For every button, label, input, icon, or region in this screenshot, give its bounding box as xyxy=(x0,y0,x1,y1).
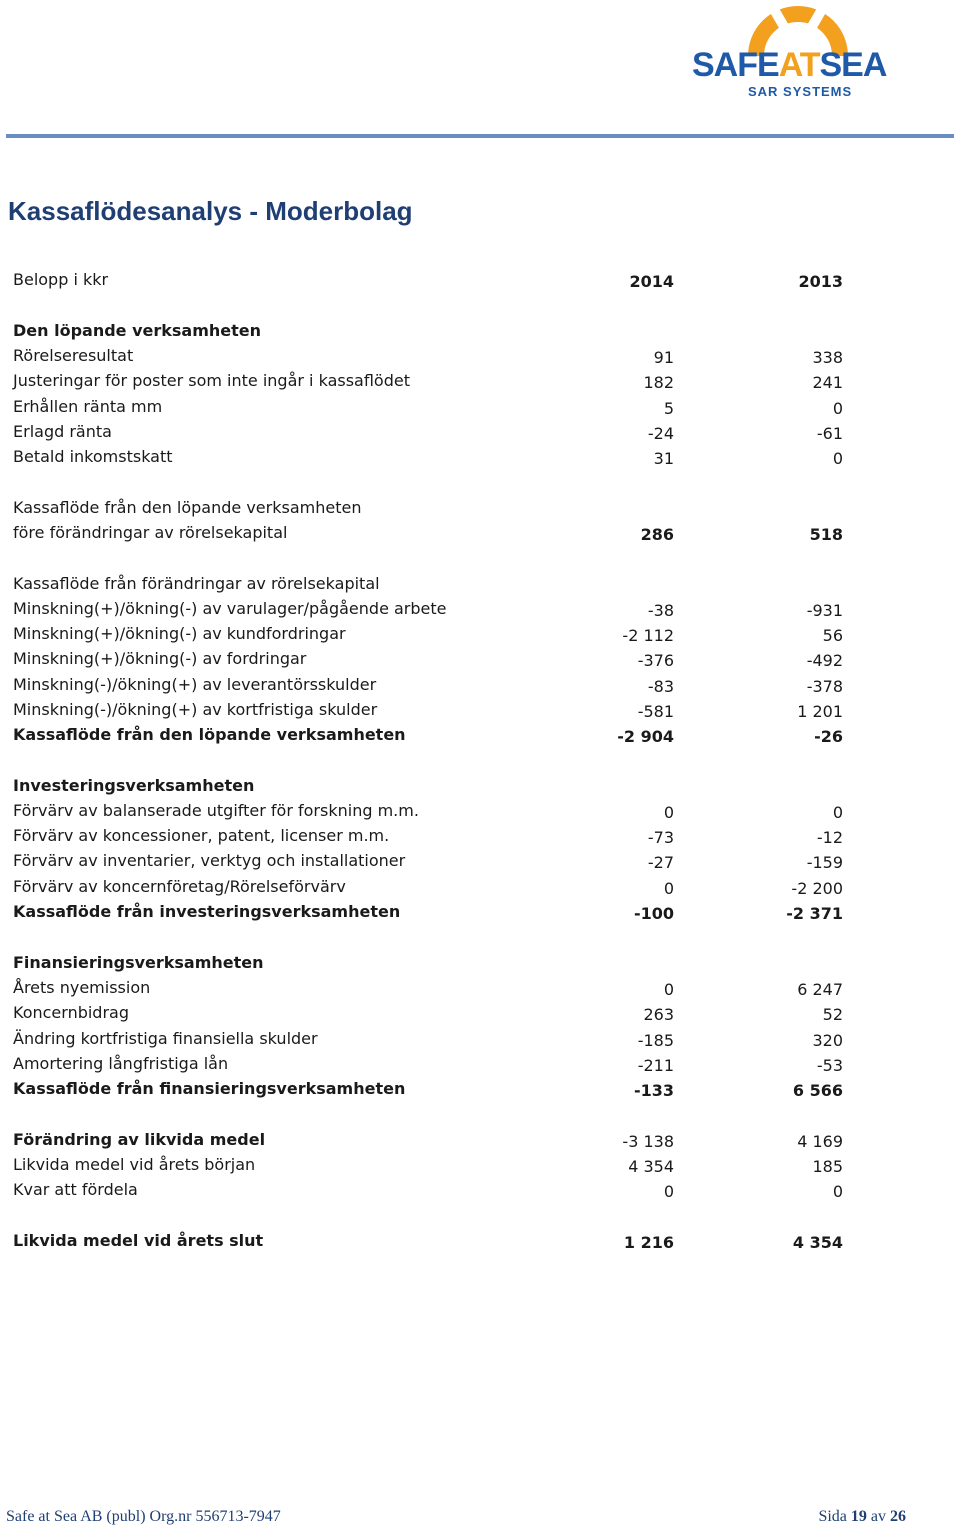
value-2013: -378 xyxy=(806,677,843,696)
value-2013: 56 xyxy=(822,626,843,645)
value-2013: 0 xyxy=(832,803,843,822)
row-label: Rörelseresultat xyxy=(13,346,134,365)
logo-word-sea: SEA xyxy=(819,46,887,84)
value-2014: -211 xyxy=(637,1056,674,1075)
row-label: Kvar att fördela xyxy=(13,1180,138,1199)
value-2013: -53 xyxy=(816,1056,843,1075)
table-row xyxy=(13,647,843,671)
value-2013: 2013 xyxy=(798,272,843,291)
table-row xyxy=(13,799,843,823)
value-2014: 0 xyxy=(663,980,674,999)
value-2014: 0 xyxy=(663,803,674,822)
value-2013: 185 xyxy=(812,1157,843,1176)
row-label: Betald inkomstskatt xyxy=(13,447,173,466)
value-2014: 5 xyxy=(663,399,674,418)
value-2014: -83 xyxy=(647,677,674,696)
value-2013: 0 xyxy=(832,449,843,468)
value-2014: 2014 xyxy=(629,272,674,291)
row-label: Kassaflöde från finansieringsverksamheten xyxy=(13,1079,406,1098)
table-row xyxy=(13,673,843,697)
value-2014: 91 xyxy=(653,348,674,367)
value-2013: -492 xyxy=(806,651,843,670)
value-2014: -27 xyxy=(647,853,674,872)
value-2013: 241 xyxy=(812,373,843,392)
value-2013: 0 xyxy=(832,1182,843,1201)
value-2014: 1 216 xyxy=(623,1233,674,1252)
table-row xyxy=(13,900,843,924)
row-label: Minskning(+)/ökning(-) av kundfordringar xyxy=(13,624,346,643)
table-row xyxy=(13,849,843,873)
footer-company: Safe at Sea AB (publ) Org.nr 556713-7947 xyxy=(6,1508,281,1525)
value-2014: -73 xyxy=(647,828,674,847)
table-row xyxy=(13,319,843,343)
logo-word-safe: SAFE xyxy=(692,46,779,84)
row-label: Erlagd ränta xyxy=(13,422,112,441)
value-2014: -185 xyxy=(637,1031,674,1050)
value-2014: -581 xyxy=(637,702,674,721)
table-row xyxy=(13,723,843,747)
row-label: Minskning(-)/ökning(+) av leverantörsskulder xyxy=(13,675,377,694)
row-label: Förändring av likvida medel xyxy=(13,1130,266,1149)
value-2013: -26 xyxy=(814,727,843,746)
page-title: Kassaflödesanalys - Moderbolag xyxy=(8,196,413,226)
row-label: Kassaflöde från investeringsverksamheten xyxy=(13,902,401,921)
row-label: Förvärv av inventarier, verktyg och installationer xyxy=(13,851,406,870)
value-2014: -100 xyxy=(633,904,674,923)
header-divider xyxy=(6,134,954,138)
row-label: Amortering långfristiga lån xyxy=(13,1054,229,1073)
value-2014: -376 xyxy=(637,651,674,670)
value-2013: 4 354 xyxy=(792,1233,843,1252)
value-2014: 263 xyxy=(643,1005,674,1024)
table-row xyxy=(13,496,843,520)
table-row xyxy=(13,951,843,975)
row-label: Kassaflöde från den löpande verksamheten xyxy=(13,725,406,744)
page-current: 19 xyxy=(850,1508,867,1525)
table-row xyxy=(13,976,843,1000)
value-2013: 1 201 xyxy=(797,702,843,721)
table-row xyxy=(13,1052,843,1076)
row-label: Belopp i kkr xyxy=(13,270,109,289)
table-row xyxy=(13,875,843,899)
value-2013: -159 xyxy=(806,853,843,872)
table-row xyxy=(13,698,843,722)
table-row xyxy=(13,774,843,798)
table-row xyxy=(13,1153,843,1177)
table-row xyxy=(13,445,843,469)
table-row xyxy=(13,420,843,444)
row-label: Erhållen ränta mm xyxy=(13,397,163,416)
row-label: Justeringar för poster som inte ingår i kassaflödet xyxy=(13,371,410,390)
row-label: Ändring kortfristiga finansiella skulder xyxy=(13,1029,318,1048)
row-label: före förändringar av rörelsekapital xyxy=(13,523,288,542)
table-row xyxy=(13,1229,843,1253)
value-2013: 320 xyxy=(812,1031,843,1050)
company-logo xyxy=(686,4,908,100)
row-label: Likvida medel vid årets slut xyxy=(13,1231,264,1250)
value-2014: -2 112 xyxy=(622,626,674,645)
value-2013: 6 247 xyxy=(797,980,843,999)
value-2013: 338 xyxy=(812,348,843,367)
value-2014: 182 xyxy=(643,373,674,392)
logo-subtitle: SAR SYSTEMS xyxy=(748,84,853,99)
value-2013: -931 xyxy=(806,601,843,620)
value-2013: -2 371 xyxy=(786,904,843,923)
row-label: Förvärv av koncernföretag/Rörelseförvärv xyxy=(13,877,346,896)
row-label: Koncernbidrag xyxy=(13,1003,129,1022)
value-2014: -3 138 xyxy=(622,1132,674,1151)
table-row xyxy=(13,369,843,393)
row-label: Minskning(+)/ökning(-) av fordringar xyxy=(13,649,307,668)
value-2013: -61 xyxy=(816,424,843,443)
value-2013: 6 566 xyxy=(792,1081,843,1100)
value-2014: 0 xyxy=(663,879,674,898)
footer-page-number xyxy=(818,1508,906,1526)
value-2014: -2 904 xyxy=(617,727,674,746)
value-2014: 0 xyxy=(663,1182,674,1201)
table-row xyxy=(13,597,843,621)
value-2014: 286 xyxy=(640,525,674,544)
table-row xyxy=(13,1027,843,1051)
row-label: Förvärv av koncessioner, patent, licenser m.m. xyxy=(13,826,390,845)
value-2013: 518 xyxy=(809,525,843,544)
row-label: Förvärv av balanserade utgifter för forskning m.m. xyxy=(13,801,419,820)
table-row xyxy=(13,1001,843,1025)
page-prefix: Sida xyxy=(818,1508,847,1525)
value-2014: 4 354 xyxy=(628,1157,674,1176)
table-row xyxy=(13,622,843,646)
row-label: Kassaflöde från den löpande verksamheten xyxy=(13,498,362,517)
page-separator: av xyxy=(870,1508,886,1525)
logo-word-at: AT xyxy=(778,46,820,84)
value-2014: 31 xyxy=(653,449,674,468)
table-row xyxy=(13,521,843,545)
table-row xyxy=(13,824,843,848)
row-label: Finansieringsverksamheten xyxy=(13,953,264,972)
row-label: Minskning(-)/ökning(+) av kortfristiga skulder xyxy=(13,700,378,719)
row-label: Kassaflöde från förändringar av rörelsekapital xyxy=(13,574,380,593)
table-row xyxy=(13,1077,843,1101)
value-2013: -12 xyxy=(816,828,843,847)
value-2014: -24 xyxy=(647,424,674,443)
table-row xyxy=(13,1128,843,1152)
row-label: Årets nyemission xyxy=(13,978,151,997)
table-row xyxy=(13,572,843,596)
table-row xyxy=(13,395,843,419)
logo-wordmark xyxy=(692,48,904,82)
value-2013: 52 xyxy=(822,1005,843,1024)
value-2013: 4 169 xyxy=(797,1132,843,1151)
value-2014: -133 xyxy=(633,1081,674,1100)
table-row xyxy=(13,344,843,368)
row-label: Investeringsverksamheten xyxy=(13,776,255,795)
row-label: Den löpande verksamheten xyxy=(13,321,262,340)
value-2013: -2 200 xyxy=(791,879,843,898)
value-2013: 0 xyxy=(832,399,843,418)
table-row xyxy=(13,1178,843,1202)
table-row xyxy=(13,268,843,292)
value-2014: -38 xyxy=(647,601,674,620)
row-label: Likvida medel vid årets början xyxy=(13,1155,256,1174)
page-total: 26 xyxy=(890,1508,906,1525)
row-label: Minskning(+)/ökning(-) av varulager/pågående arbete xyxy=(13,599,447,618)
